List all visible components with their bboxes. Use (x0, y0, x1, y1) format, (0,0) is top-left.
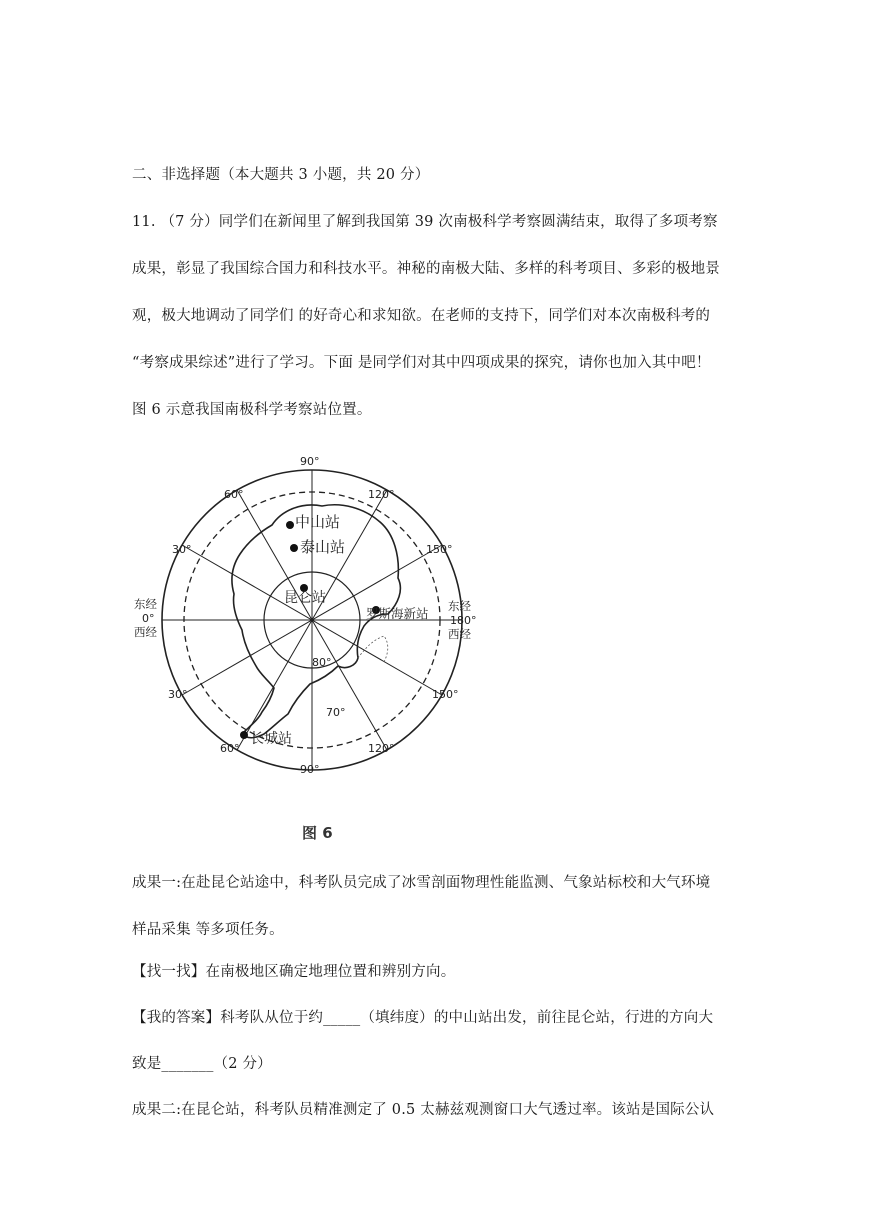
lon-label-120-bottom: 120° (368, 742, 395, 755)
result-1-line-2: 样品采集 等多项任务。 (132, 922, 284, 938)
result-1-line-1: 成果一:在赴昆仑站途中，科考队员完成了冰雪剖面物理性能监测、气象站标校和大气环境 (132, 875, 711, 891)
taishan-station-dot (290, 544, 298, 552)
great-wall-station-label: 长城站 (250, 731, 292, 747)
left-west-label: 西经 (134, 625, 157, 639)
lat-70-label: 70° (326, 706, 346, 719)
zhongshan-station-dot (286, 521, 294, 529)
kunlun-station-label: 昆仑站 (284, 590, 326, 606)
figure-caption: 图 6 (302, 824, 333, 842)
lon-label-90-top: 90° (300, 455, 320, 468)
great-wall-station-dot (240, 731, 248, 739)
question-line-4: “考察成果综述”进行了学习。下面 是同学们对其中四项成果的探究，请你也加入其中吧！ (132, 355, 711, 371)
right-west-label: 西经 (448, 627, 471, 641)
lon-label-150-bottom: 150° (432, 688, 459, 701)
right-180-label: 180° (450, 614, 477, 627)
left-zero-label: 0° (142, 612, 155, 625)
lon-label-90-bottom: 90° (300, 763, 320, 776)
question-line-2: 成果，彰显了我国综合国力和科技水平。神秘的南极大陆、多样的科考项目、多彩的极地景 (132, 261, 720, 277)
answer-line-1: 【我的答案】科考队从位于约_____（填纬度）的中山站出发，前往昆仑站，行进的方向大 (132, 1010, 714, 1026)
antarctic-station-map (132, 430, 492, 850)
ross-sea-station-label: 罗斯海新站 (366, 606, 429, 621)
result-2-line-1: 成果二:在昆仑站，科考队员精准测定了 0.5 太赫兹观测窗口大气透过率。该站是国际公认 (132, 1102, 715, 1118)
section-title: 二、非选择题（本大题共 3 小题，共 20 分） (132, 167, 430, 183)
question-line-1: 11. （7 分）同学们在新闻里了解到我国第 39 次南极科学考察圆满结束，取得了多项考察 (132, 214, 718, 230)
lon-label-30-top: 30° (172, 543, 192, 556)
lon-label-30-bottom: 30° (168, 688, 188, 701)
answer-line-2: 致是_______（2 分） (132, 1056, 272, 1072)
lon-label-60-top: 60° (224, 488, 244, 501)
lon-label-60-bottom: 60° (220, 742, 240, 755)
taishan-station-label: 泰山站 (300, 538, 346, 556)
find-prompt: 【找一找】在南极地区确定地理位置和辨别方向。 (132, 964, 456, 980)
left-east-label: 东经 (134, 597, 157, 611)
zhongshan-station-label: 中山站 (295, 513, 341, 531)
lon-label-120-top: 120° (368, 488, 395, 501)
question-line-5: 图 6 示意我国南极科学考察站位置。 (132, 402, 372, 418)
lat-80-label: 80° (312, 656, 332, 669)
lon-label-150-top: 150° (426, 543, 453, 556)
right-east-label: 东经 (448, 599, 471, 613)
question-line-3: 观，极大地调动了同学们 的好奇心和求知欲。在老师的支持下，同学们对本次南极科考的 (132, 308, 711, 324)
